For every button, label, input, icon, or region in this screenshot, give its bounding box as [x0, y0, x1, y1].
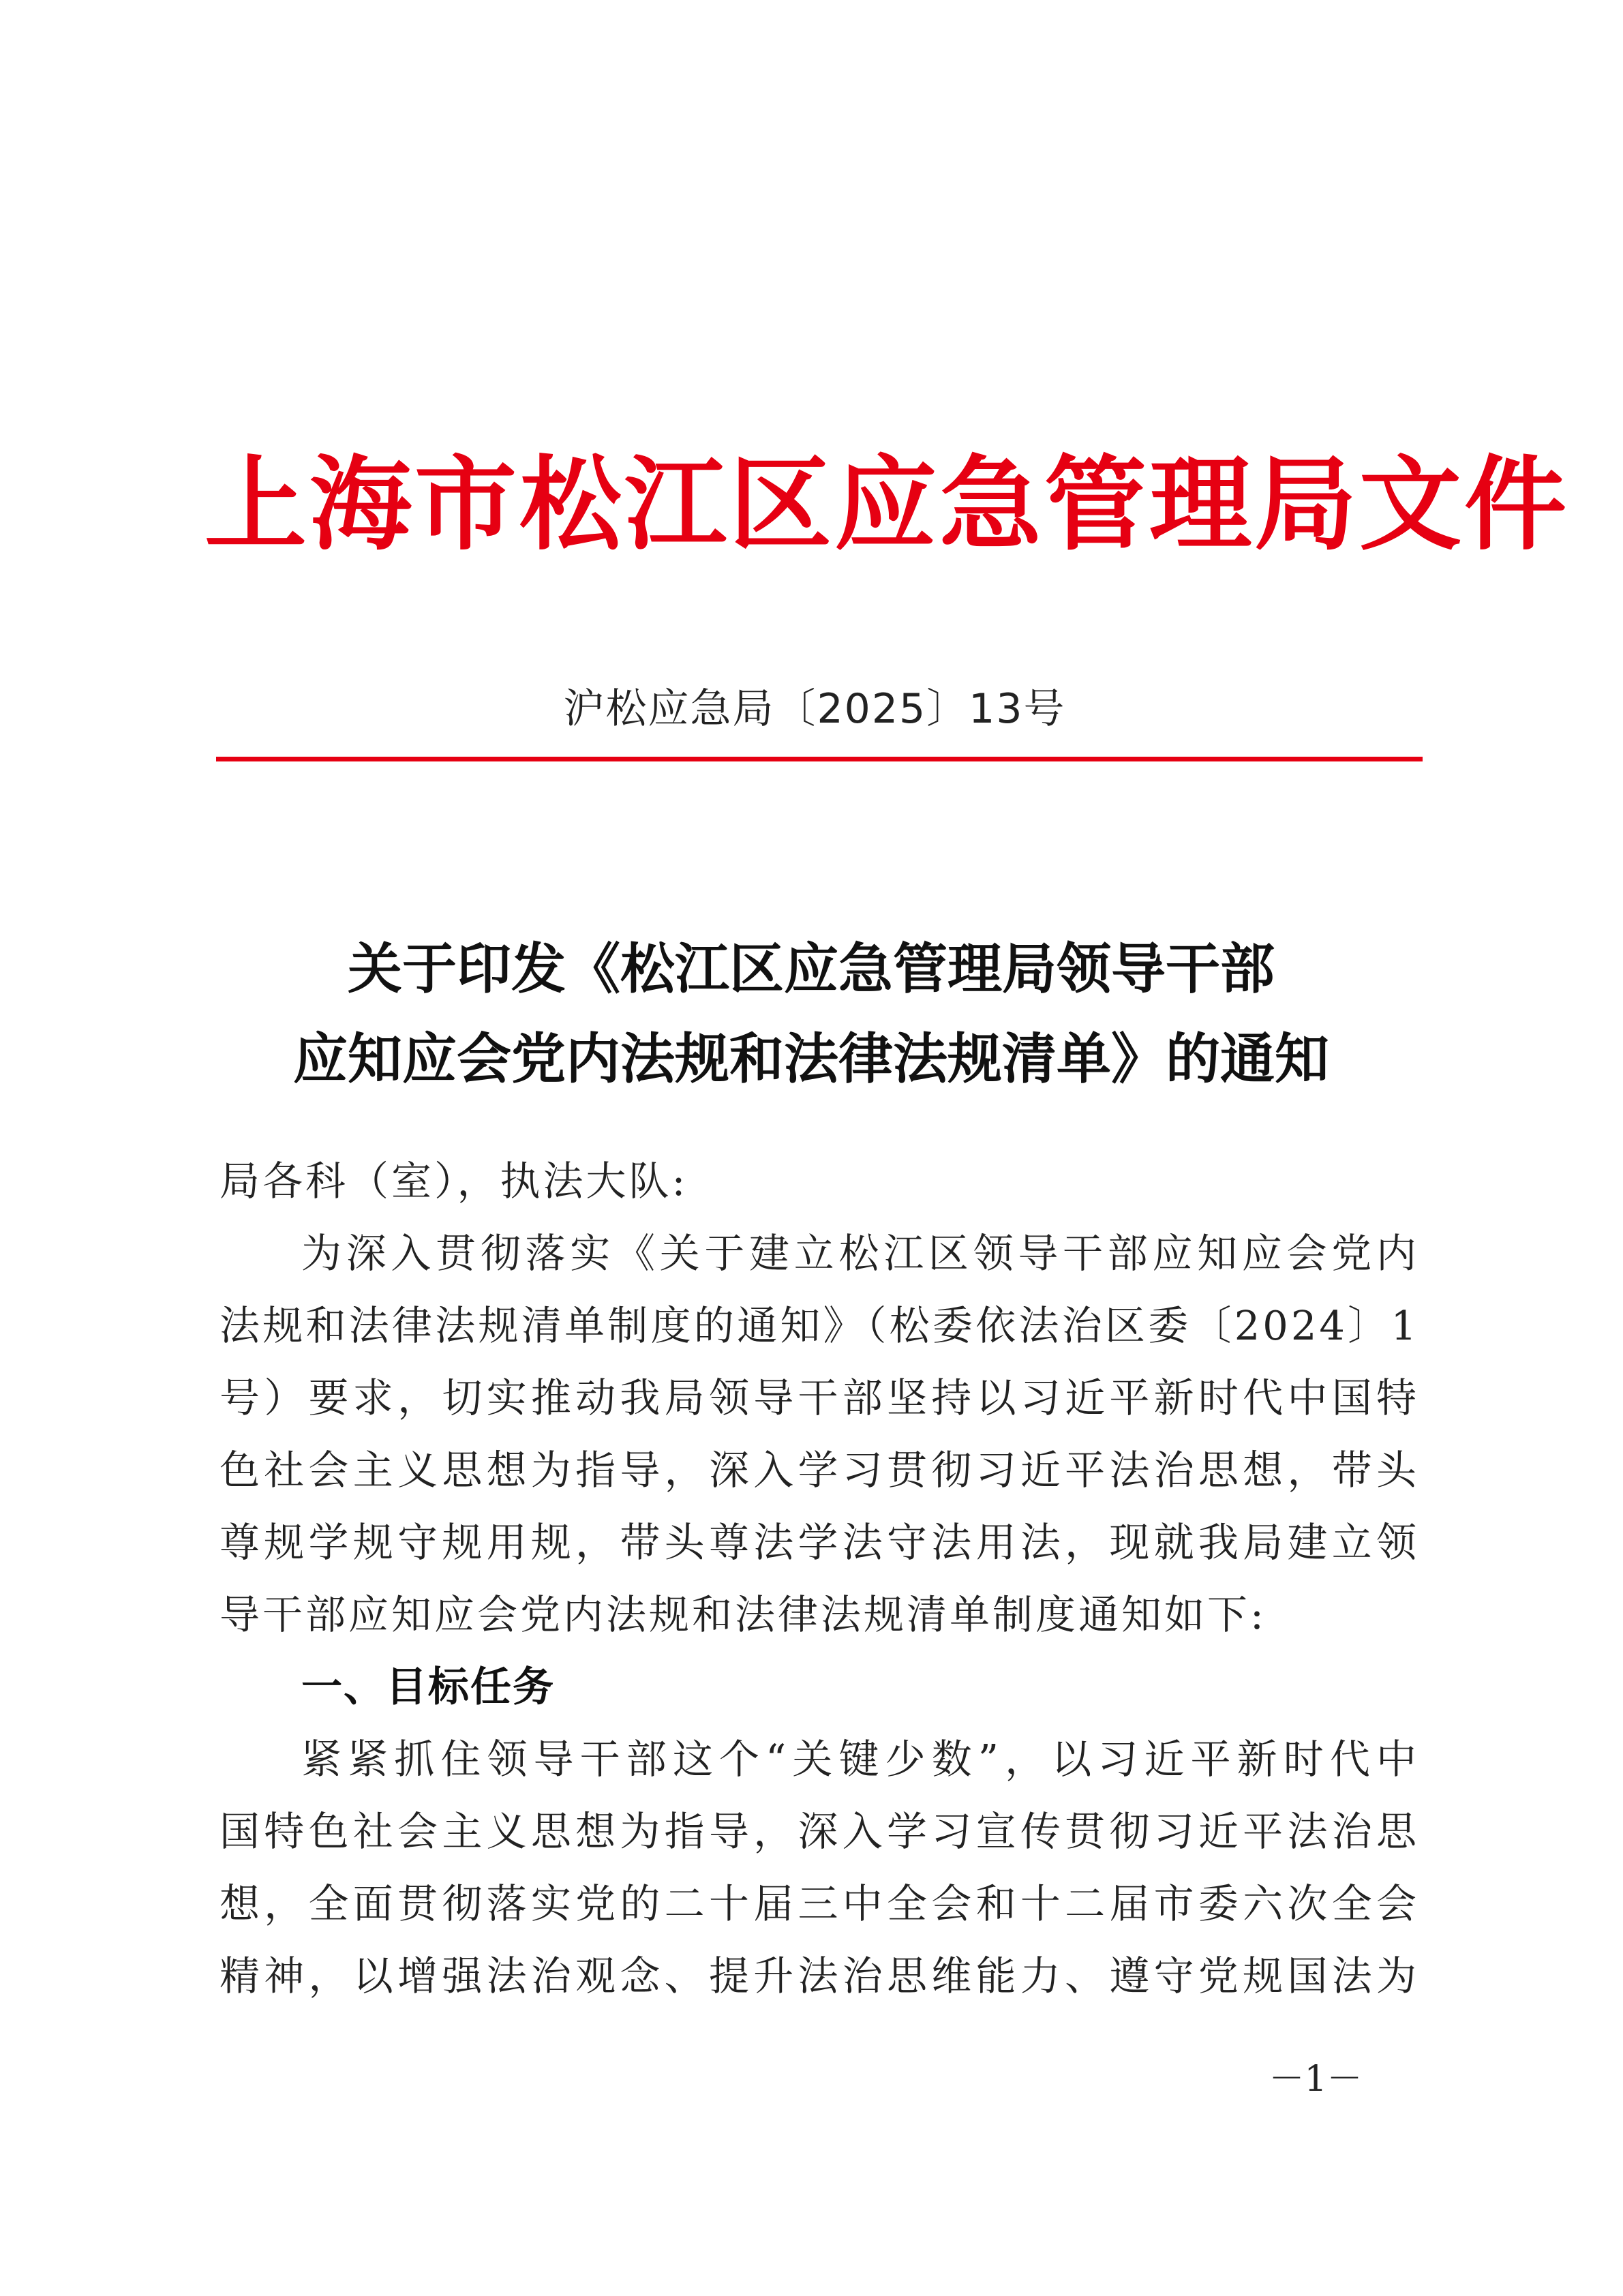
paragraph-line: 号）要求，切实推动我局领导干部坚持以习近平新时代中国特 — [219, 1374, 1419, 1421]
paragraph-line: 精神，以增强法治观念、提升法治思维能力、遵守党规国法为 — [219, 1952, 1419, 1999]
paragraph-line: 色社会主义思想为指导，深入学习贯彻习近平法治思想，带头 — [219, 1447, 1419, 1494]
page-number: －1－ — [1269, 2059, 1363, 2100]
document-body — [219, 1145, 1419, 2012]
paragraph-line: 为深入贯彻落实《关于建立松江区领导干部应知应会党内 — [301, 1230, 1419, 1277]
paragraph-line: 国特色社会主义思想为指导，深入学习宣传贯彻习近平法治思 — [219, 1808, 1419, 1855]
section-heading: 一、目标任务 — [301, 1663, 555, 1711]
document-masthead: 上海市松江区应急管理局文件 — [204, 444, 1570, 564]
title-line-2: 应知应会党内法规和法律法规清单》的通知 — [293, 1027, 1329, 1091]
paragraph-line: 紧紧抓住领导干部这个“关键少数”，以习近平新时代中 — [301, 1736, 1419, 1783]
document-title — [177, 924, 1445, 1104]
paragraph-line: 尊规学规守规用规，带头尊法学法守法用法，现就我局建立领 — [219, 1519, 1419, 1566]
document-number: 沪松应急局〔2025〕13号 — [563, 685, 1066, 733]
paragraph-line: 法规和法律法规清单制度的通知》（松委依法治区委〔2024〕1 — [219, 1302, 1419, 1349]
title-line-1: 关于印发《松江区应急管理局领导干部 — [348, 937, 1275, 1001]
paragraph-line: 导干部应知应会党内法规和法律法规清单制度通知如下: — [219, 1591, 1266, 1638]
red-divider-line — [216, 757, 1423, 761]
paragraph-line: 想，全面贯彻落实党的二十届三中全会和十二届市委六次全会 — [219, 1880, 1419, 1927]
salutation: 局各科（室），执法大队: — [219, 1158, 688, 1205]
